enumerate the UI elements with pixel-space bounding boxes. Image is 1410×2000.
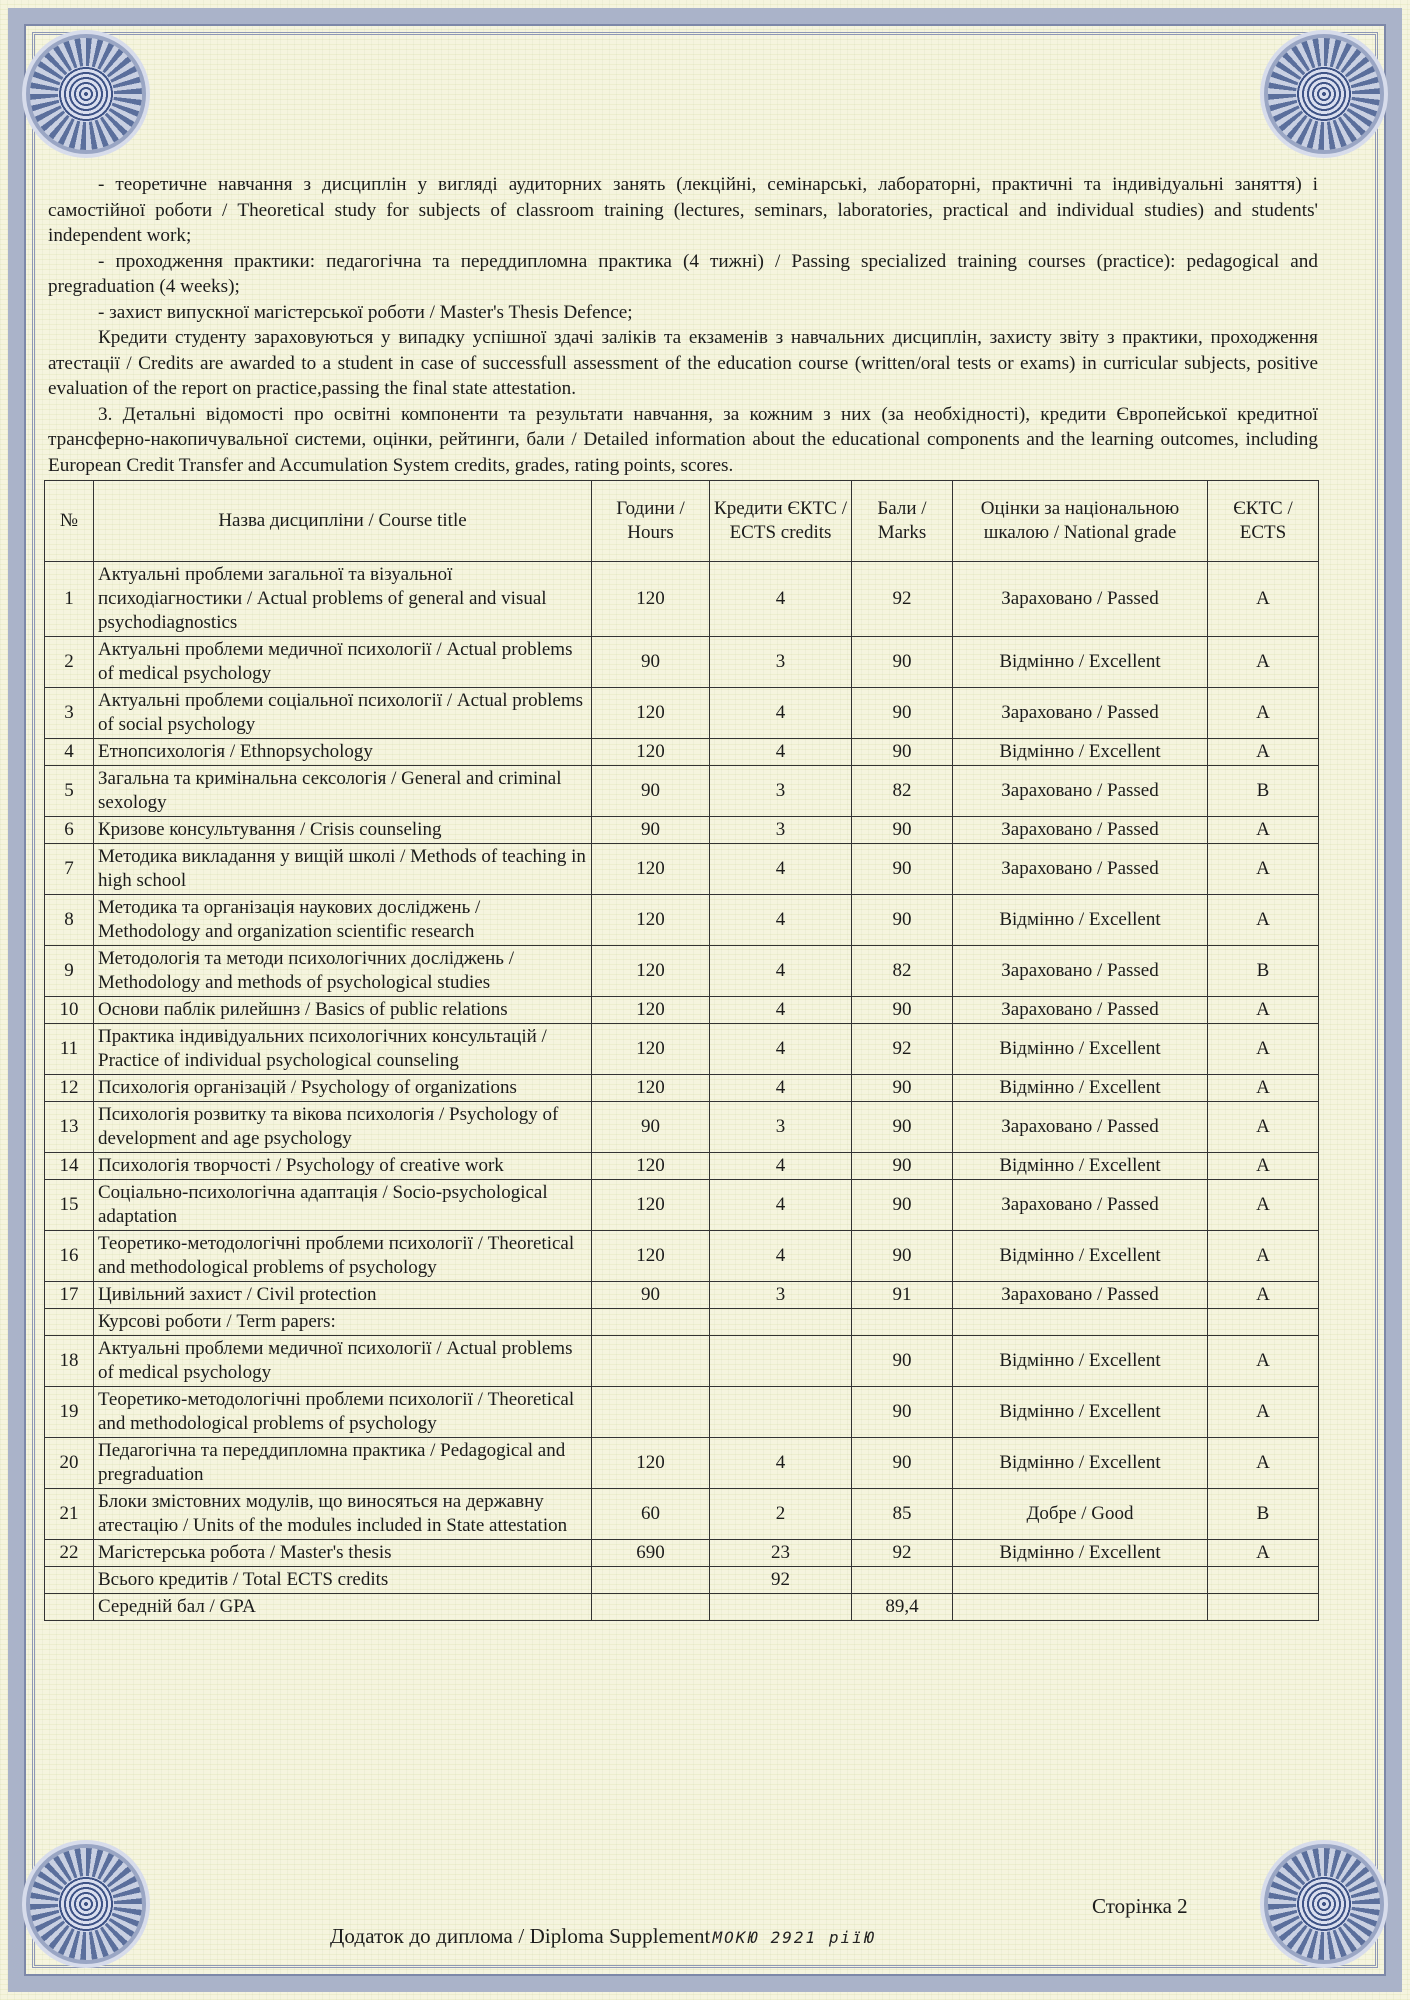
cell-number: 9 (45, 946, 94, 997)
cell-marks: 90 (852, 1231, 953, 1282)
header-ects: ЄКТС / ECTS (1208, 481, 1319, 562)
cell-number: 22 (45, 1540, 94, 1567)
cell-number: 18 (45, 1336, 94, 1387)
table-row (45, 895, 1319, 946)
cell-hours: 90 (592, 766, 710, 817)
cell-marks: 90 (852, 1180, 953, 1231)
table-row (45, 1438, 1319, 1489)
table-row (45, 946, 1319, 997)
cell-marks: 90 (852, 1153, 953, 1180)
cell-national-grade: Зараховано / Passed (953, 562, 1208, 637)
cell-ects: B (1208, 766, 1319, 817)
cell-national-grade: Зараховано / Passed (953, 688, 1208, 739)
cell-course-title: Практика індивідуальних психологічних консультацій / Practice of individual psychological counseling (94, 1024, 592, 1075)
cell-course-title: Психологія розвитку та вікова психологія / Psychology of development and age psychology (94, 1102, 592, 1153)
cell-hours (592, 1567, 710, 1594)
cell-credits (710, 1387, 852, 1438)
cell-number: 14 (45, 1153, 94, 1180)
cell-course-title: Середній бал / GPA (94, 1594, 592, 1621)
cell-number: 17 (45, 1282, 94, 1309)
cell-ects: A (1208, 562, 1319, 637)
cell-course-title: Психологія організацій / Psychology of organizations (94, 1075, 592, 1102)
cell-marks: 85 (852, 1489, 953, 1540)
table-row (45, 1489, 1319, 1540)
cell-number (45, 1567, 94, 1594)
cell-number (45, 1594, 94, 1621)
cell-hours (592, 1336, 710, 1387)
cell-credits: 3 (710, 766, 852, 817)
cell-national-grade: Відмінно / Excellent (953, 1387, 1208, 1438)
cell-national-grade: Відмінно / Excellent (953, 1153, 1208, 1180)
table-body (45, 562, 1319, 1621)
cell-credits: 4 (710, 1075, 852, 1102)
cell-credits: 2 (710, 1489, 852, 1540)
table-row (45, 1075, 1319, 1102)
cell-marks: 90 (852, 1075, 953, 1102)
cell-national-grade (953, 1309, 1208, 1336)
cell-national-grade: Зараховано / Passed (953, 766, 1208, 817)
supplement-label: Додаток до диплома / Diploma Supplement (330, 1924, 711, 1948)
cell-course-title: Основи паблік рилейшнз / Basics of public relations (94, 997, 592, 1024)
cell-number: 6 (45, 817, 94, 844)
cell-marks: 89,4 (852, 1594, 953, 1621)
cell-credits: 4 (710, 946, 852, 997)
cell-marks: 90 (852, 1102, 953, 1153)
cell-national-grade: Відмінно / Excellent (953, 1231, 1208, 1282)
cell-number: 15 (45, 1180, 94, 1231)
cell-ects: A (1208, 1153, 1319, 1180)
cell-marks: 92 (852, 562, 953, 637)
cell-marks: 82 (852, 766, 953, 817)
cell-course-title: Методика викладання у вищій школі / Methods of teaching in high school (94, 844, 592, 895)
cell-hours (592, 1309, 710, 1336)
cell-hours (592, 1594, 710, 1621)
cell-number: 7 (45, 844, 94, 895)
cell-national-grade: Зараховано / Passed (953, 946, 1208, 997)
cell-hours: 120 (592, 1153, 710, 1180)
intro-paragraph-credits: Кредити студенту зараховуються у випадку успішної здачі заліків та екзаменів з навчальних дисциплін, захисту звіту з практики, проходження атестації / Credits are awarded to a student in case of successfull assessment of the education course (written/oral tests or exams) in curricular subjects, positive evaluation of the report on practice,passing the final state attestation. (48, 327, 1318, 399)
cell-course-title: Актуальні проблеми загальної та візуальної психодіагностики / Actual problems of general and visual psychodiagnostics (94, 562, 592, 637)
cell-national-grade (953, 1594, 1208, 1621)
cell-national-grade: Відмінно / Excellent (953, 1075, 1208, 1102)
cell-ects: A (1208, 1075, 1319, 1102)
table-row (45, 766, 1319, 817)
intro-paragraph-theory: - теоретичне навчання з дисциплін у вигляді аудиторних занять (лекційні, семінарські, лабораторні, практичні та індивідуальні заняття) і самостійної роботи / Theoretical study for subjects of classroom training (lectures, seminars, laboratories, practical and individual studies) and students' independent work; (48, 174, 1318, 246)
cell-credits: 3 (710, 817, 852, 844)
cell-national-grade: Зараховано / Passed (953, 1282, 1208, 1309)
cell-ects: A (1208, 1180, 1319, 1231)
cell-course-title: Всього кредитів / Total ECTS credits (94, 1567, 592, 1594)
cell-ects: A (1208, 1387, 1319, 1438)
table-row (45, 1024, 1319, 1075)
header-course-title: Назва дисципліни / Course title (94, 481, 592, 562)
cell-course-title: Соціально-психологічна адаптація / Socio-psychological adaptation (94, 1180, 592, 1231)
cell-credits: 92 (710, 1567, 852, 1594)
cell-credits: 4 (710, 562, 852, 637)
cell-course-title: Психологія творчості / Psychology of creative work (94, 1153, 592, 1180)
cell-course-title: Актуальні проблеми медичної психології / Actual problems of medical psychology (94, 637, 592, 688)
cell-credits (710, 1594, 852, 1621)
cell-national-grade: Відмінно / Excellent (953, 1540, 1208, 1567)
cell-number: 21 (45, 1489, 94, 1540)
cell-ects: A (1208, 1438, 1319, 1489)
cell-national-grade: Зараховано / Passed (953, 844, 1208, 895)
corner-rosette-bottom-left (30, 1848, 142, 1960)
cell-number: 20 (45, 1438, 94, 1489)
cell-ects: A (1208, 1282, 1319, 1309)
cell-national-grade: Зараховано / Passed (953, 1102, 1208, 1153)
table-row (45, 562, 1319, 637)
cell-hours: 120 (592, 1231, 710, 1282)
cell-number: 5 (45, 766, 94, 817)
cell-marks: 90 (852, 844, 953, 895)
table-row (45, 1594, 1319, 1621)
cell-hours: 120 (592, 1075, 710, 1102)
footer-line (330, 1924, 875, 1949)
cell-national-grade: Добре / Good (953, 1489, 1208, 1540)
cell-marks: 90 (852, 739, 953, 766)
cell-marks: 92 (852, 1540, 953, 1567)
cell-course-title: Теоретико-методологічні проблеми психології / Theoretical and methodological problems of psychology (94, 1387, 592, 1438)
table-row (45, 1231, 1319, 1282)
table-row (45, 1153, 1319, 1180)
cell-number: 3 (45, 688, 94, 739)
cell-credits (710, 1336, 852, 1387)
table-row (45, 1282, 1319, 1309)
cell-hours (592, 1387, 710, 1438)
cell-course-title: Методологія та методи психологічних досліджень / Methodology and methods of psychological studies (94, 946, 592, 997)
cell-hours: 690 (592, 1540, 710, 1567)
grades-table (44, 480, 1319, 1621)
cell-course-title: Цивільний захист / Civil protection (94, 1282, 592, 1309)
cell-course-title: Магістерська робота / Master's thesis (94, 1540, 592, 1567)
cell-ects (1208, 1567, 1319, 1594)
cell-hours: 120 (592, 562, 710, 637)
cell-ects: A (1208, 637, 1319, 688)
cell-course-title: Актуальні проблеми медичної психології / Actual problems of medical psychology (94, 1336, 592, 1387)
cell-hours: 120 (592, 946, 710, 997)
cell-ects (1208, 1309, 1319, 1336)
cell-credits: 4 (710, 997, 852, 1024)
cell-number: 16 (45, 1231, 94, 1282)
cell-ects: B (1208, 946, 1319, 997)
cell-number: 4 (45, 739, 94, 766)
cell-course-title: Курсові роботи / Term papers: (94, 1309, 592, 1336)
intro-paragraph-thesis: - захист випускної магістерської роботи / Master's Thesis Defence; (98, 301, 633, 323)
cell-marks: 82 (852, 946, 953, 997)
cell-course-title: Теоретико-методологічні проблеми психології / Theoretical and methodological problems of psychology (94, 1231, 592, 1282)
cell-credits (710, 1309, 852, 1336)
table-row (45, 739, 1319, 766)
table-row (45, 817, 1319, 844)
cell-credits: 4 (710, 739, 852, 766)
cell-marks: 90 (852, 1336, 953, 1387)
cell-credits: 4 (710, 1024, 852, 1075)
table-row (45, 688, 1319, 739)
cell-credits: 3 (710, 1102, 852, 1153)
cell-course-title: Кризове консультування / Crisis counseling (94, 817, 592, 844)
cell-hours: 90 (592, 817, 710, 844)
cell-ects (1208, 1594, 1319, 1621)
cell-marks: 90 (852, 817, 953, 844)
cell-ects: A (1208, 688, 1319, 739)
cell-marks (852, 1309, 953, 1336)
cell-ects: A (1208, 1231, 1319, 1282)
cell-ects: A (1208, 817, 1319, 844)
cell-hours: 90 (592, 637, 710, 688)
cell-ects: A (1208, 997, 1319, 1024)
cell-marks: 90 (852, 688, 953, 739)
cell-national-grade: Відмінно / Excellent (953, 1336, 1208, 1387)
table-row (45, 1309, 1319, 1336)
cell-ects: A (1208, 739, 1319, 766)
table-row (45, 1567, 1319, 1594)
intro-paragraph-practice: - проходження практики: педагогічна та переддипломна практика (4 тижні) / Passing specialized training courses (practice): pedagogical and pregraduation (4 weeks); (48, 250, 1318, 297)
cell-credits: 4 (710, 1153, 852, 1180)
cell-hours: 120 (592, 739, 710, 766)
header-marks: Бали / Marks (852, 481, 953, 562)
table-row (45, 637, 1319, 688)
cell-credits: 4 (710, 895, 852, 946)
cell-national-grade: Відмінно / Excellent (953, 637, 1208, 688)
table-row (45, 844, 1319, 895)
cell-national-grade: Відмінно / Excellent (953, 739, 1208, 766)
page-number: Сторінка 2 (1092, 1894, 1188, 1918)
cell-hours: 90 (592, 1102, 710, 1153)
cell-number (45, 1309, 94, 1336)
table-row (45, 997, 1319, 1024)
cell-course-title: Блоки змістовних модулів, що виносяться на державну атестацію / Units of the modules included in State attestation (94, 1489, 592, 1540)
cell-ects: A (1208, 1336, 1319, 1387)
cell-marks: 91 (852, 1282, 953, 1309)
cell-national-grade: Відмінно / Excellent (953, 895, 1208, 946)
cell-ects: A (1208, 1102, 1319, 1153)
cell-marks: 90 (852, 895, 953, 946)
cell-ects: A (1208, 895, 1319, 946)
cell-number: 11 (45, 1024, 94, 1075)
cell-number: 2 (45, 637, 94, 688)
cell-hours: 120 (592, 1180, 710, 1231)
table-row (45, 1540, 1319, 1567)
cell-ects: A (1208, 844, 1319, 895)
cell-credits: 23 (710, 1540, 852, 1567)
supplement-code: МОКЮ 2921 ріїЮ (712, 1928, 876, 1947)
cell-course-title: Педагогічна та переддипломна практика / Pedagogical and pregraduation (94, 1438, 592, 1489)
cell-marks (852, 1567, 953, 1594)
cell-ects: B (1208, 1489, 1319, 1540)
cell-number: 19 (45, 1387, 94, 1438)
table-row (45, 1180, 1319, 1231)
cell-number: 12 (45, 1075, 94, 1102)
cell-course-title: Загальна та кримінальна сексологія / General and criminal sexology (94, 766, 592, 817)
cell-number: 10 (45, 997, 94, 1024)
cell-course-title: Методика та організація наукових досліджень / Methodology and organization scientific research (94, 895, 592, 946)
cell-credits: 4 (710, 1231, 852, 1282)
cell-hours: 120 (592, 688, 710, 739)
table-header-row (45, 481, 1319, 562)
cell-national-grade: Зараховано / Passed (953, 1180, 1208, 1231)
cell-marks: 90 (852, 1387, 953, 1438)
cell-hours: 120 (592, 997, 710, 1024)
cell-number: 8 (45, 895, 94, 946)
cell-ects: A (1208, 1024, 1319, 1075)
cell-hours: 90 (592, 1282, 710, 1309)
cell-credits: 4 (710, 1180, 852, 1231)
cell-course-title: Актуальні проблеми соціальної психології / Actual problems of social psychology (94, 688, 592, 739)
cell-marks: 90 (852, 997, 953, 1024)
table-row (45, 1336, 1319, 1387)
cell-credits: 3 (710, 1282, 852, 1309)
corner-rosette-top-right (1268, 38, 1380, 150)
cell-marks: 92 (852, 1024, 953, 1075)
corner-rosette-bottom-right (1268, 1848, 1380, 1960)
intro-text (48, 172, 1318, 478)
cell-credits: 3 (710, 637, 852, 688)
header-credits: Кредити ЄКТС / ECTS credits (710, 481, 852, 562)
cell-number: 13 (45, 1102, 94, 1153)
intro-paragraph-section3: 3. Детальні відомості про освітні компоненти та результати навчання, за кожним з них (за необхідності), кредити Європейської кредитної трансферно-накопичувальної системи, оцінки, рейтинги, бали / Detailed information about the educational components and the learning outcomes, including European Credit Transfer and Accumulation System credits, grades, rating points, scores. (48, 403, 1318, 476)
cell-number: 1 (45, 562, 94, 637)
table-row (45, 1102, 1319, 1153)
header-national-grade: Оцінки за національною шкалою / National grade (953, 481, 1208, 562)
corner-rosette-top-left (30, 38, 142, 150)
cell-national-grade: Відмінно / Excellent (953, 1438, 1208, 1489)
header-number: № (45, 481, 94, 562)
cell-hours: 60 (592, 1489, 710, 1540)
cell-ects: A (1208, 1540, 1319, 1567)
cell-hours: 120 (592, 895, 710, 946)
table-row (45, 1387, 1319, 1438)
header-hours: Години / Hours (592, 481, 710, 562)
cell-national-grade: Зараховано / Passed (953, 997, 1208, 1024)
cell-course-title: Етнопсихологія / Ethnopsychology (94, 739, 592, 766)
cell-credits: 4 (710, 844, 852, 895)
cell-hours: 120 (592, 844, 710, 895)
cell-credits: 4 (710, 688, 852, 739)
cell-credits: 4 (710, 1438, 852, 1489)
cell-national-grade (953, 1567, 1208, 1594)
cell-hours: 120 (592, 1024, 710, 1075)
cell-hours: 120 (592, 1438, 710, 1489)
cell-marks: 90 (852, 637, 953, 688)
cell-marks: 90 (852, 1438, 953, 1489)
cell-national-grade: Відмінно / Excellent (953, 1024, 1208, 1075)
cell-national-grade: Зараховано / Passed (953, 817, 1208, 844)
